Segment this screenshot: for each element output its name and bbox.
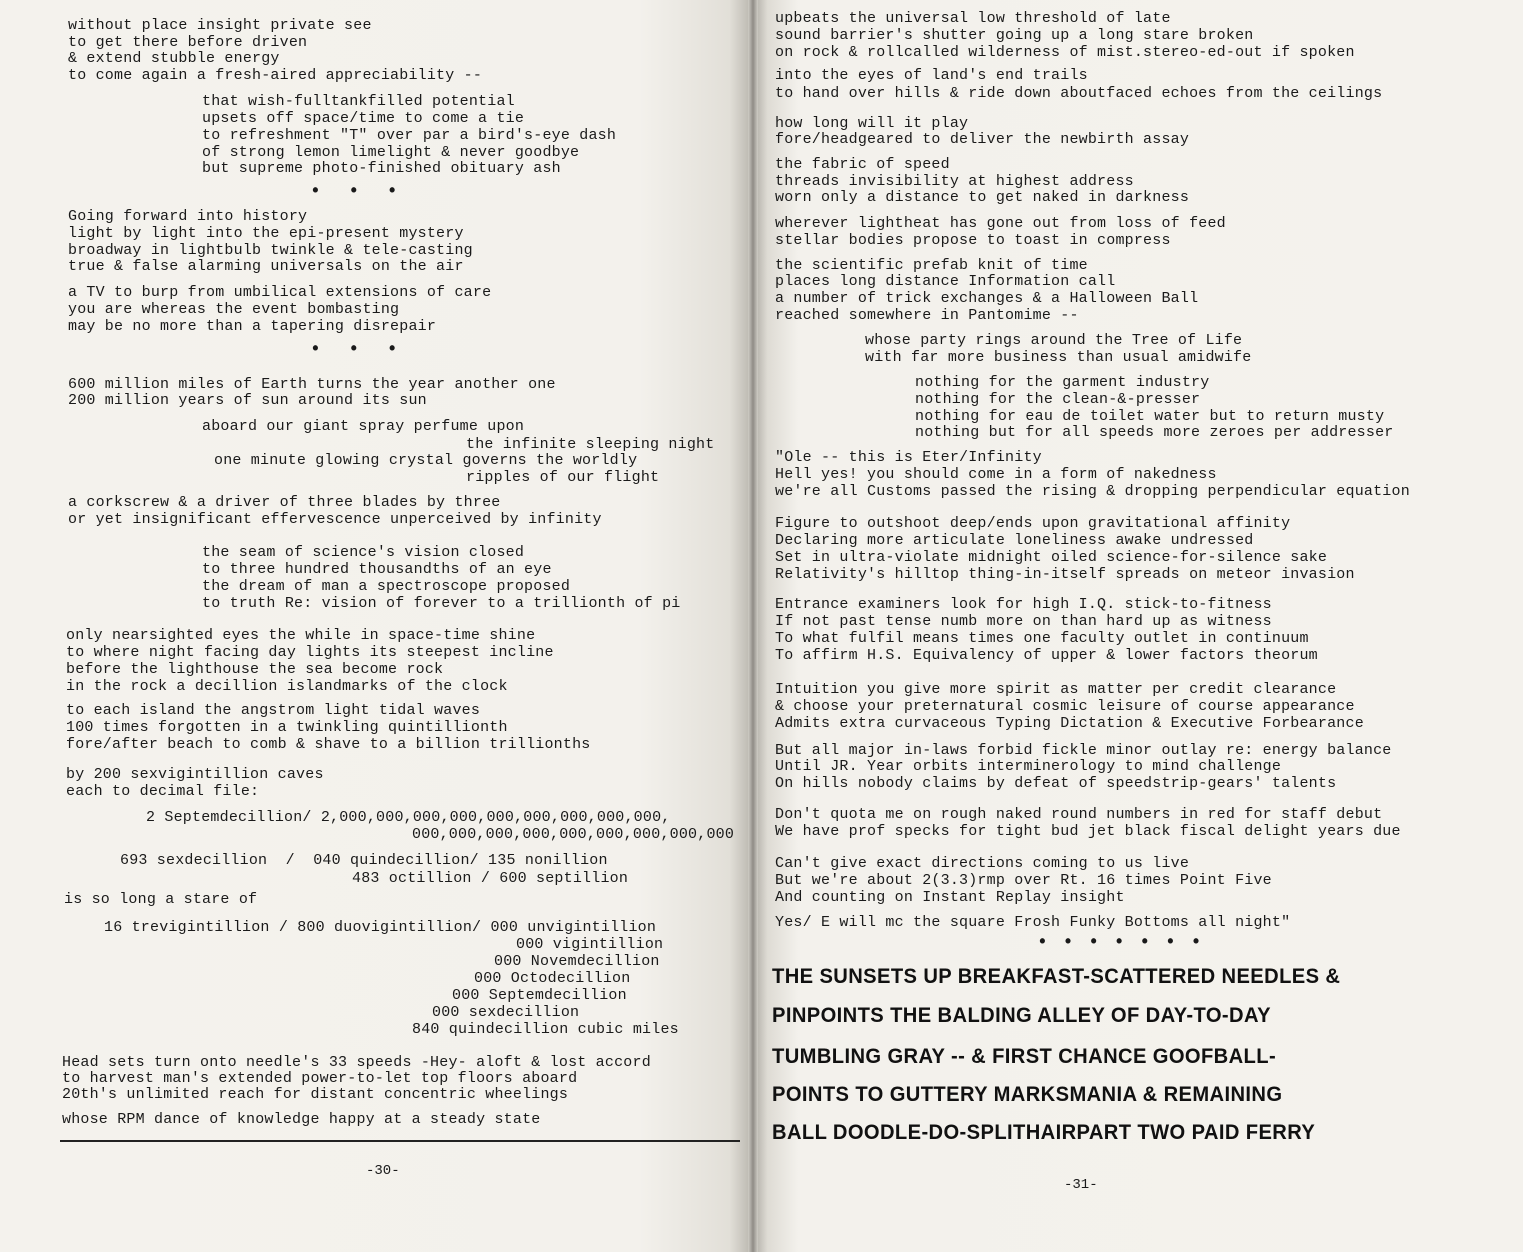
right-page-text-line: To affirm H.S. Equivalency of upper & lower factors theorum <box>775 647 1318 664</box>
right-page-text-line: Don't quota me on rough naked round numbers in red for staff debut <box>775 806 1383 823</box>
right-page-text-line: nothing for the clean-&-presser <box>915 391 1201 408</box>
right-page-text-line: Hell yes! you should come in a form of nakedness <box>775 466 1217 483</box>
right-page-text-line: To what fulfil means times one faculty outlet in continuum <box>775 630 1309 647</box>
left-page-text-line: light by light into the epi-present mystery <box>68 225 464 242</box>
left-page-text-line: fore/after beach to comb & shave to a billion trillionths <box>66 736 591 753</box>
left-page-text-line: broadway in lightbulb twinkle & tele-casting <box>68 242 473 259</box>
headline-line: BALL DOODLE-DO-SPLITHAIRPART TWO PAID FERRY <box>772 1121 1316 1144</box>
right-page-text-line: fore/headgeared to deliver the newbirth assay <box>775 131 1190 148</box>
left-page-text-line: whose RPM dance of knowledge happy at a steady state <box>62 1111 541 1128</box>
right-page-section-divider: • • • • • • • <box>1037 933 1204 953</box>
left-page-text-line: before the lighthouse the sea become rock <box>66 661 444 678</box>
right-page-text-line: "Ole -- this is Eter/Infinity <box>775 449 1042 466</box>
left-page-text-line: upsets off space/time to come a tie <box>202 110 525 127</box>
right-page-text-line: We have prof specks for tight bud jet black fiscal delight years due <box>775 823 1401 840</box>
left-page-text-line: 000 vigintillion <box>516 936 664 953</box>
left-page-text-line: 483 octillion / 600 septillion <box>352 870 629 887</box>
left-page-text-line: a corkscrew & a driver of three blades by three <box>68 494 501 511</box>
left-page-text-line: a TV to burp from umbilical extensions of care <box>68 284 492 301</box>
book-gutter <box>748 0 758 1252</box>
left-page-section-divider: • • • <box>310 340 400 360</box>
left-page-text-line: without place insight private see <box>68 17 372 34</box>
right-page-text-line: Can't give exact directions coming to us live <box>775 855 1190 872</box>
right-page-text-line: the scientific prefab knit of time <box>775 257 1088 274</box>
left-page-text-line: to truth Re: vision of forever to a trillionth of pi <box>202 595 681 612</box>
headline-line: PINPOINTS THE BALDING ALLEY OF DAY-TO-DAY <box>772 1004 1271 1027</box>
right-page-text-line: And counting on Instant Replay insight <box>775 889 1125 906</box>
left-page-text-line: 16 trevigintillion / 800 duovigintillion/ 000 unvigintillion <box>104 919 657 936</box>
right-page-text-line: But all major in-laws forbid fickle minor outlay re: energy balance <box>775 742 1392 759</box>
right-page-text-line: into the eyes of land's end trails <box>775 67 1088 84</box>
right-page-text-line: Declaring more articulate loneliness awake undressed <box>775 532 1254 549</box>
right-page-text-line: the fabric of speed <box>775 156 950 173</box>
right-page-text-line: On hills nobody claims by defeat of speedstrip-gears' talents <box>775 775 1337 792</box>
footer-rule <box>60 1140 740 1142</box>
right-page-text-line: If not past tense numb more on than hard up as witness <box>775 613 1272 630</box>
right-page <box>752 0 1523 1252</box>
right-page-text-line: stellar bodies propose to toast in compress <box>775 232 1171 249</box>
right-page-text-line: reached somewhere in Pantomime -- <box>775 307 1079 324</box>
right-page-text-line: a number of trick exchanges & a Halloween Ball <box>775 290 1199 307</box>
left-page-text-line: only nearsighted eyes the while in space-time shine <box>66 627 536 644</box>
left-page-text-line: to refreshment "T" over par a bird's-eye dash <box>202 127 617 144</box>
right-page-text-line: places long distance Information call <box>775 273 1116 290</box>
left-page-text-line: to come again a fresh-aired appreciability -- <box>68 67 483 84</box>
right-page-text-line: wherever lightheat has gone out from loss of feed <box>775 215 1226 232</box>
left-page-text-line: ripples of our flight <box>466 469 660 486</box>
left-page-text-line: of strong lemon limelight & never goodbye <box>202 144 580 161</box>
right-page-text-line: Figure to outshoot deep/ends upon gravitational affinity <box>775 515 1291 532</box>
left-page-text-line: by 200 sexvigintillion caves <box>66 766 324 783</box>
left-page-text-line: to three hundred thousandths of an eye <box>202 561 552 578</box>
left-page-text-line: 100 times forgotten in a twinkling quintillionth <box>66 719 508 736</box>
right-page-text-line: Intuition you give more spirit as matter per credit clearance <box>775 681 1337 698</box>
left-page-text-line: you are whereas the event bombasting <box>68 301 400 318</box>
right-page-text-line: Yes/ E will mc the square Frosh Funky Bottoms all night" <box>775 914 1291 931</box>
left-page-text-line: Going forward into history <box>68 208 308 225</box>
right-page-text-line: sound barrier's shutter going up a long stare broken <box>775 27 1254 44</box>
left-page-text-line: 600 million miles of Earth turns the year another one <box>68 376 556 393</box>
right-page-text-line: nothing but for all speeds more zeroes per addresser <box>915 424 1394 441</box>
left-page-text-line: is so long a stare of <box>64 891 258 908</box>
left-page-text-line: one minute glowing crystal governs the worldly <box>214 452 638 469</box>
right-page-text-line: nothing for eau de toilet water but to return musty <box>915 408 1385 425</box>
left-page-text-line: to get there before driven <box>68 34 308 51</box>
right-page-text-line: Entrance examiners look for high I.Q. stick-to-fitness <box>775 596 1272 613</box>
left-page-text-line: that wish-fulltankfilled potential <box>202 93 515 110</box>
left-page-text-line: true & false alarming universals on the air <box>68 258 464 275</box>
right-page-text-line: we're all Customs passed the rising & dropping perpendicular equation <box>775 483 1410 500</box>
right-page-text-line: But we're about 2(3.3)rmp over Rt. 16 times Point Five <box>775 872 1272 889</box>
right-page-text-line: to hand over hills & ride down aboutfaced echoes from the ceilings <box>775 85 1383 102</box>
right-page-text-line: threads invisibility at highest address <box>775 173 1134 190</box>
left-page-text-line: 20th's unlimited reach for distant concentric wheelings <box>62 1086 569 1103</box>
left-page-text-line: to harvest man's extended power-to-let top floors aboard <box>62 1070 578 1087</box>
left-page-text-line: the seam of science's vision closed <box>202 544 525 561</box>
left-page-text-line: to each island the angstrom light tidal waves <box>66 702 481 719</box>
left-page-text-line: 840 quindecillion cubic miles <box>412 1021 679 1038</box>
right-page-text-line: on rock & rollcalled wilderness of mist.stereo-ed-out if spoken <box>775 44 1355 61</box>
right-page-text-line: upbeats the universal low threshold of late <box>775 10 1171 27</box>
right-page-text-line: Admits extra curvaceous Typing Dictation & Executive Forbearance <box>775 715 1364 732</box>
left-page <box>0 0 752 1252</box>
left-page-text-line: may be no more than a tapering disrepair <box>68 318 437 335</box>
left-page-text-line: aboard our giant spray perfume upon <box>202 418 525 435</box>
left-page-text-line: or yet insignificant effervescence unperceived by infinity <box>68 511 602 528</box>
right-page-text-line: Set in ultra-violate midnight oiled science-for-silence sake <box>775 549 1328 566</box>
right-page-text-line: Relativity's hilltop thing-in-itself spreads on meteor invasion <box>775 566 1355 583</box>
right-page-text-line: nothing for the garment industry <box>915 374 1210 391</box>
headline-line: THE SUNSETS UP BREAKFAST-SCATTERED NEEDLES & <box>772 965 1341 988</box>
right-page-text-line: with far more business than usual amidwife <box>865 349 1252 366</box>
page-number: -31- <box>1064 1177 1098 1193</box>
page-number: -30- <box>366 1163 400 1179</box>
left-page-text-line: to where night facing day lights its steepest incline <box>66 644 554 661</box>
left-page-text-line: but supreme photo-finished obituary ash <box>202 160 561 177</box>
left-page-text-line: & extend stubble energy <box>68 50 280 67</box>
right-page-text-line: worn only a distance to get naked in darkness <box>775 189 1190 206</box>
left-page-text-line: 000,000,000,000,000,000,000,000,000 <box>412 826 735 843</box>
right-page-text-line: how long will it play <box>775 115 969 132</box>
left-page-text-line: 000 Octodecillion <box>474 970 631 987</box>
left-page-text-line: 000 Novemdecillion <box>494 953 660 970</box>
left-page-section-divider: • • • <box>310 182 400 202</box>
left-page-text-line: 000 Septemdecillion <box>452 987 627 1004</box>
right-page-text-line: & choose your preternatural cosmic leisure of course appearance <box>775 698 1355 715</box>
left-page-text-line: each to decimal file: <box>66 783 260 800</box>
right-page-text-line: Until JR. Year orbits interminerology to mind challenge <box>775 758 1282 775</box>
left-page-text-line: the dream of man a spectroscope proposed <box>202 578 571 595</box>
left-page-text-line: 200 million years of sun around its sun <box>68 392 427 409</box>
left-page-text-line: Head sets turn onto needle's 33 speeds -Hey- aloft & lost accord <box>62 1054 651 1071</box>
headline-line: POINTS TO GUTTERY MARKSMANIA & REMAINING <box>772 1083 1283 1106</box>
headline-line: TUMBLING GRAY -- & FIRST CHANCE GOOFBALL- <box>772 1045 1277 1068</box>
left-page-text-line: the infinite sleeping night <box>466 436 715 453</box>
left-page-text-line: 000 sexdecillion <box>432 1004 580 1021</box>
left-page-text-line: 693 sexdecillion / 040 quindecillion/ 135 nonillion <box>120 852 608 869</box>
left-page-text-line: in the rock a decillion islandmarks of the clock <box>66 678 508 695</box>
right-page-text-line: whose party rings around the Tree of Life <box>865 332 1243 349</box>
left-page-text-line: 2 Septemdecillion/ 2,000,000,000,000,000,000,000,000,000, <box>146 809 671 826</box>
